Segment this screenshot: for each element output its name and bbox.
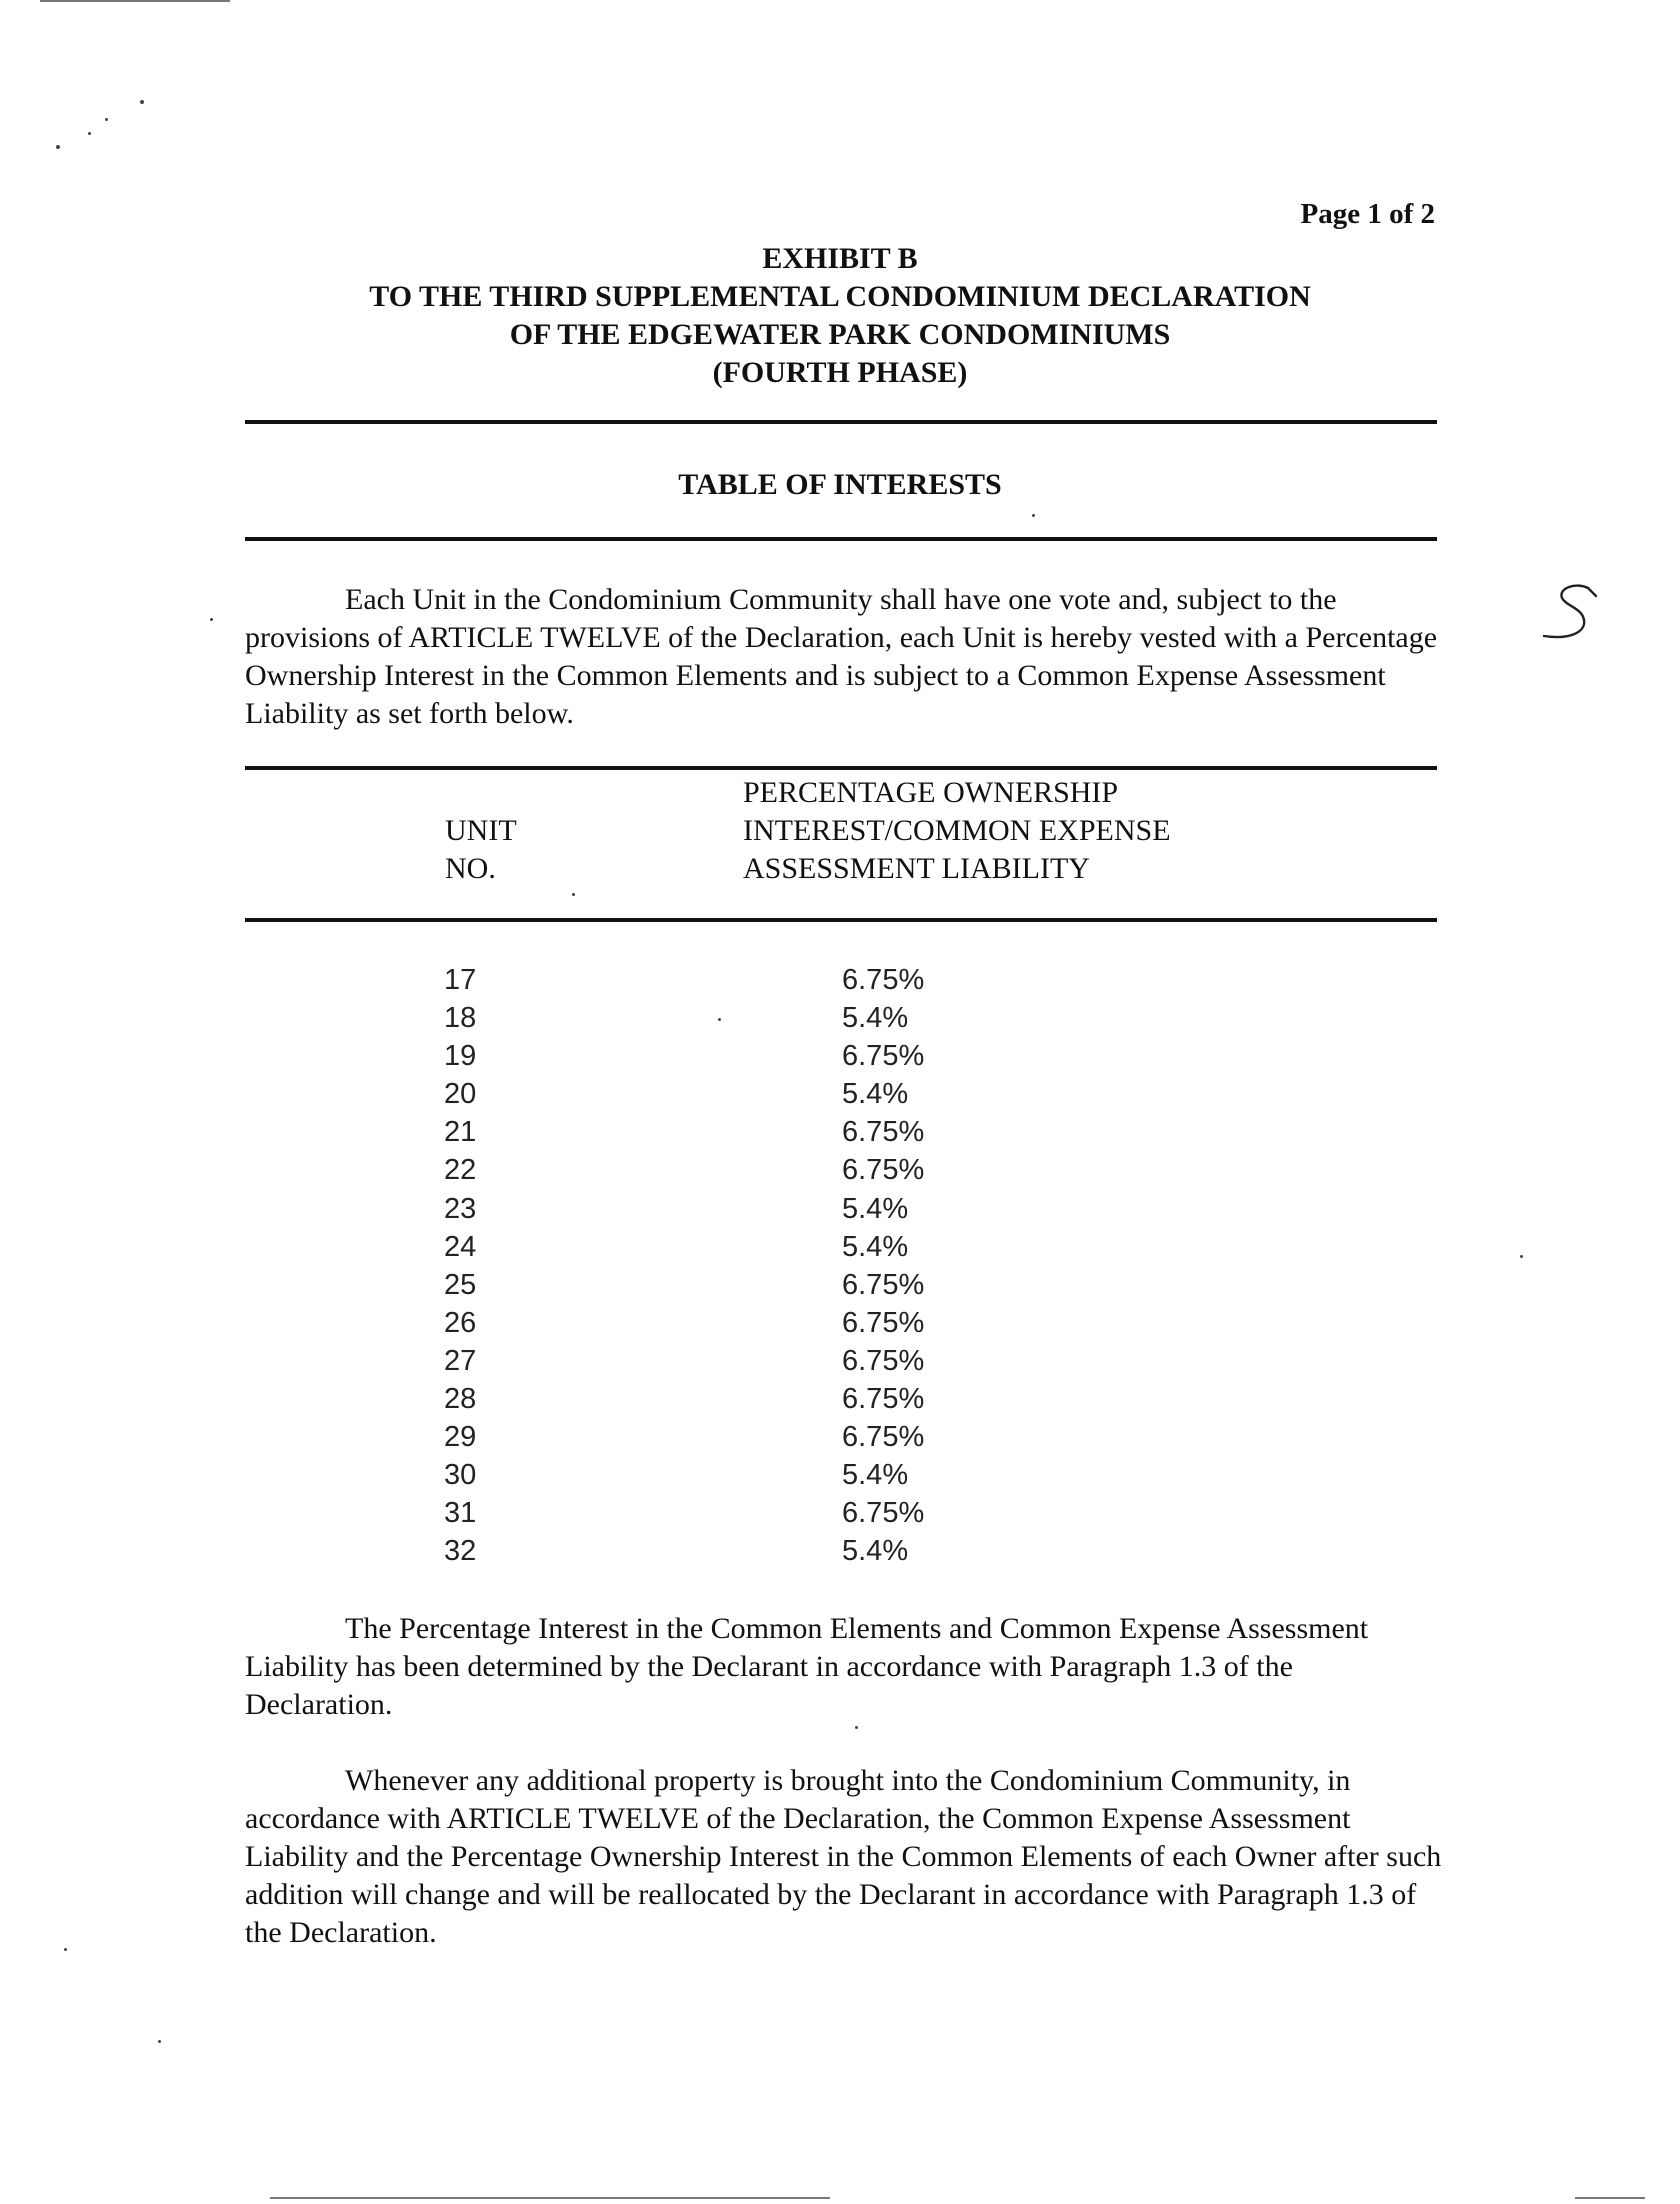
unit-number: 18 [444,1002,477,1035]
determination-paragraph: The Percentage Interest in the Common Elements and Common Expense Assessment Liability has been determined by the Declarant in accordance with Paragraph 1.3 of the Declaration. [245,1612,1369,1721]
percentage-value: 6.75% [842,1040,925,1073]
page-number: Page 1 of 2 [1300,198,1435,230]
unit-number: 32 [444,1535,477,1568]
intro-paragraph: Each Unit in the Condominium Community shall have one vote and, subject to the provisions of ARTICLE TWELVE of the Declaration, each Unit is hereby vested with a Percentage Ownership Interest in the Common Elements and is subject to a Common Expense Assessment Liability as set forth below. [245,583,1438,730]
table-row [0,1456,1680,1494]
percentage-value: 5.4% [842,1230,909,1263]
table-row [0,1304,1680,1342]
scan-speck [855,1726,858,1729]
unit-number: 28 [444,1383,477,1416]
percentage-column-header: PERCENTAGE OWNERSHIP INTEREST/COMMON EXPENSE ASSESSMENT LIABILITY [743,776,1171,885]
table-row [0,999,1680,1037]
unit-number: 29 [444,1421,477,1454]
heading-phase: (FOURTH PHASE) [712,356,968,389]
section-title: TABLE OF INTERESTS [678,468,1002,501]
percentage-value: 6.75% [842,1421,925,1454]
scan-speck [56,145,60,149]
scan-speck [1520,1255,1523,1258]
percentage-value: 6.75% [842,1497,925,1530]
handwritten-five-mark [1536,578,1602,650]
scan-speck [1032,514,1035,517]
heading-declaration: TO THE THIRD SUPPLEMENTAL CONDOMINIUM DECLARATION [369,280,1311,313]
table-row [0,961,1680,999]
table-row [0,1532,1680,1570]
unit-number: 20 [444,1078,477,1111]
percentage-value: 6.75% [842,1383,925,1416]
scan-speck [105,118,108,121]
unit-number: 26 [444,1306,477,1339]
table-top-rule [245,766,1437,770]
document-heading [245,240,1435,392]
heading-condominiums: OF THE EDGEWATER PARK CONDOMINIUMS [509,318,1171,351]
table-header-rule [245,918,1437,922]
unit-number: 24 [444,1230,477,1263]
scan-edge-top [40,0,230,2]
table-row [0,1494,1680,1532]
percentage-value: 6.75% [842,1116,925,1149]
scan-speck [210,618,213,621]
unit-number: 23 [444,1192,477,1225]
table-row [0,1342,1680,1380]
unit-number: 25 [444,1268,477,1301]
scan-edge-bottom [1575,2197,1645,2199]
table-row [0,1266,1680,1304]
percentage-value: 5.4% [842,1459,909,1492]
unit-number: 17 [444,964,477,996]
percentage-value: 5.4% [842,1002,909,1035]
table-row [0,1228,1680,1266]
unit-number: 19 [444,1040,477,1073]
percentage-value: 6.75% [842,1344,925,1377]
percentage-value: 5.4% [842,1535,909,1568]
table-row [0,1418,1680,1456]
scan-speck [64,1948,67,1951]
table-row [0,1075,1680,1113]
divider-rule [245,420,1437,424]
divider-rule [245,537,1437,541]
percentage-value: 6.75% [842,1306,925,1339]
percentage-value: 6.75% [842,1154,925,1187]
table-row [0,1380,1680,1418]
percentage-value: 5.4% [842,1192,909,1225]
scan-speck [572,893,575,896]
percentage-value: 5.4% [842,1078,909,1111]
unit-column-header: UNIT NO. [445,814,517,885]
percentage-value: 6.75% [842,1268,925,1301]
scan-speck [718,1018,721,1021]
table-row [0,1037,1680,1075]
unit-number: 22 [444,1154,477,1187]
table-row [0,1113,1680,1151]
scan-speck [140,100,144,104]
scan-speck [158,2040,161,2043]
percentage-value: 6.75% [842,964,925,996]
reallocation-paragraph: Whenever any additional property is brought into the Condominium Community, in accordance with ARTICLE TWELVE of the Declaration, the Common Expense Assessment Liability and the Percentage Ownership Interest in the Common Elements of each Owner after such addition will change and will be reallocated by the Declarant in accordance with Paragraph 1.3 of the Declaration. [245,1764,1442,1949]
table-row [0,1190,1680,1228]
unit-number: 27 [444,1344,477,1377]
unit-number: 31 [444,1497,477,1530]
heading-exhibit: EXHIBIT B [762,242,918,275]
scan-edge-bottom [270,2197,830,2199]
interest-table-body [0,961,1680,1571]
table-row [0,1151,1680,1189]
unit-number: 21 [444,1116,477,1149]
scan-speck [88,132,91,135]
unit-number: 30 [444,1459,477,1492]
